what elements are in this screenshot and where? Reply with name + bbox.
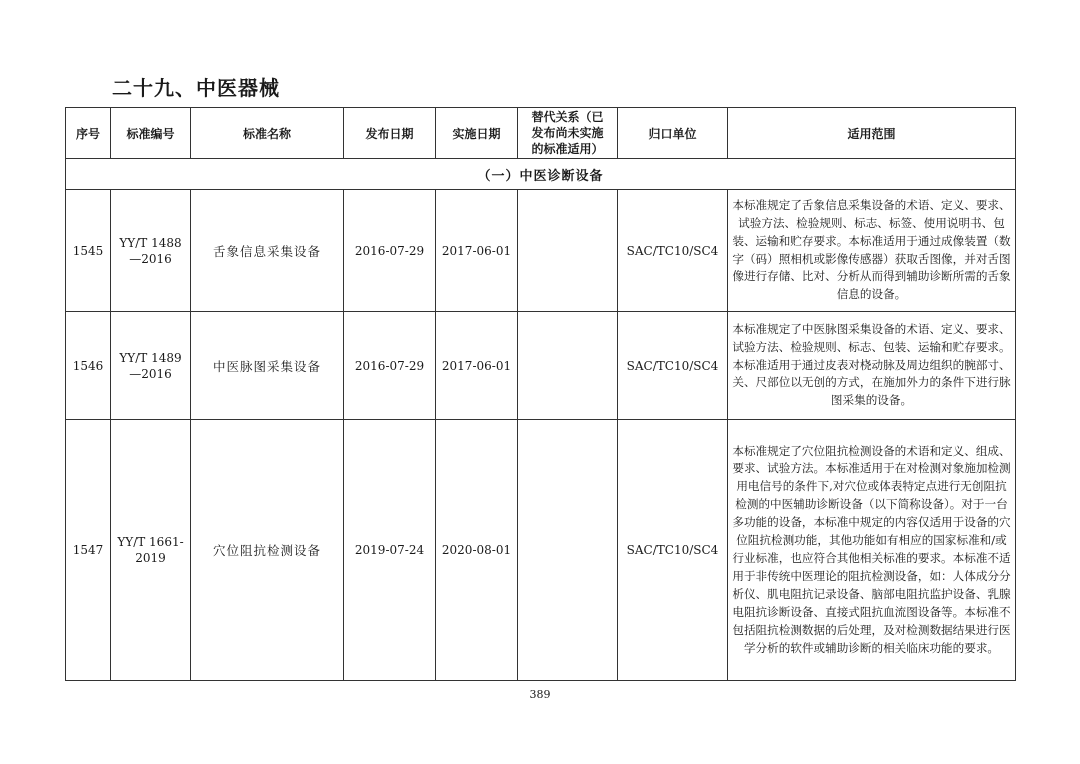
cell-pub-date: 2019-07-24 <box>344 420 436 681</box>
page-number: 389 <box>529 688 551 701</box>
cell-unit: SAC/TC10/SC4 <box>618 420 728 681</box>
code-line: YY/T 1489 —2016 <box>119 350 182 381</box>
cell-scope: 本标准规定了穴位阻抗检测设备的术语和定义、组成、要求、试验方法。本标准适用于在对检测对象施加检测用电信号的条件下,对穴位或体表特定点进行无创阻抗检测的中医辅助诊断设备（以下简称设备）。对于一台多功能的设备，本标准中规定的内容仅适用于设备的穴位阻抗检测功能，其他功能如有相应的国家标准和/或行业标准，也应符合其他相关标准的要求。本标准不适用于非传统中医理论的阻抗检测设备，如：人体成分分析仪、肌电阻抗记录设备、脑部电阻抗监护设备、乳腺电阻抗诊断设备、直接式阻抗血流图设备等。本标准不包括阻抗检测数据的后处理，及对检测数据结果进行医学分析的软件或辅助诊断的相关临床功能的要求。 <box>728 420 1016 681</box>
cell-impl-date: 2020-08-01 <box>436 420 518 681</box>
category-row <box>66 159 1016 190</box>
cell-impl-date: 2017-06-01 <box>436 312 518 420</box>
cell-name: 穴位阻抗检测设备 <box>191 420 344 681</box>
category-title: （一）中医诊断设备 <box>66 159 1016 190</box>
table-row <box>66 312 1016 420</box>
header-unit: 归口单位 <box>618 108 728 159</box>
cell-pub-date: 2016-07-29 <box>344 312 436 420</box>
header-name: 标准名称 <box>191 108 344 159</box>
code-line: YY/T 1661- 2019 <box>117 535 184 565</box>
cell-pub-date: 2016-07-29 <box>344 190 436 312</box>
cell-name: 舌象信息采集设备 <box>191 190 344 312</box>
cell-name: 中医脉图采集设备 <box>191 312 344 420</box>
cell-impl-date: 2017-06-01 <box>436 190 518 312</box>
standards-table <box>65 107 1016 681</box>
cell-replace <box>518 312 618 420</box>
cell-scope: 本标准规定了中医脉图采集设备的术语、定义、要求、试验方法、检验规则、标志、包装、运输和贮存要求。本标准适用于通过皮表对桡动脉及周边组织的腕部寸、关、尺部位以无创的方式，在施加外力的条件下进行脉图采集的设备。 <box>728 312 1016 420</box>
header-seq: 序号 <box>66 108 111 159</box>
cell-replace <box>518 190 618 312</box>
table-row <box>66 420 1016 681</box>
header-pub-date: 发布日期 <box>344 108 436 159</box>
cell-unit: SAC/TC10/SC4 <box>618 312 728 420</box>
cell-scope: 本标准规定了舌象信息采集设备的术语、定义、要求、试验方法、检验规则、标志、标签、使用说明书、包装、运输和贮存要求。本标准适用于通过成像装置（数字（码）照相机或影像传感器）获取舌图像，并对舌图像进行存储、比对、分析从而得到辅助诊断所需的舌象信息的设备。 <box>728 190 1016 312</box>
cell-code <box>111 420 191 681</box>
cell-seq: 1545 <box>66 190 111 312</box>
section-title: 二十九、中医器械 <box>112 76 280 100</box>
header-replace: 替代关系（已 发布尚未实施 的标准适用） <box>518 108 618 159</box>
cell-code <box>111 190 191 312</box>
code-line: YY/T 1488 —2016 <box>119 235 182 266</box>
header-scope: 适用范围 <box>728 108 1016 159</box>
header-code: 标准编号 <box>111 108 191 159</box>
cell-seq: 1546 <box>66 312 111 420</box>
cell-unit: SAC/TC10/SC4 <box>618 190 728 312</box>
cell-code <box>111 312 191 420</box>
table-row <box>66 190 1016 312</box>
cell-seq: 1547 <box>66 420 111 681</box>
table-header-row <box>66 108 1016 159</box>
header-impl-date: 实施日期 <box>436 108 518 159</box>
cell-replace <box>518 420 618 681</box>
